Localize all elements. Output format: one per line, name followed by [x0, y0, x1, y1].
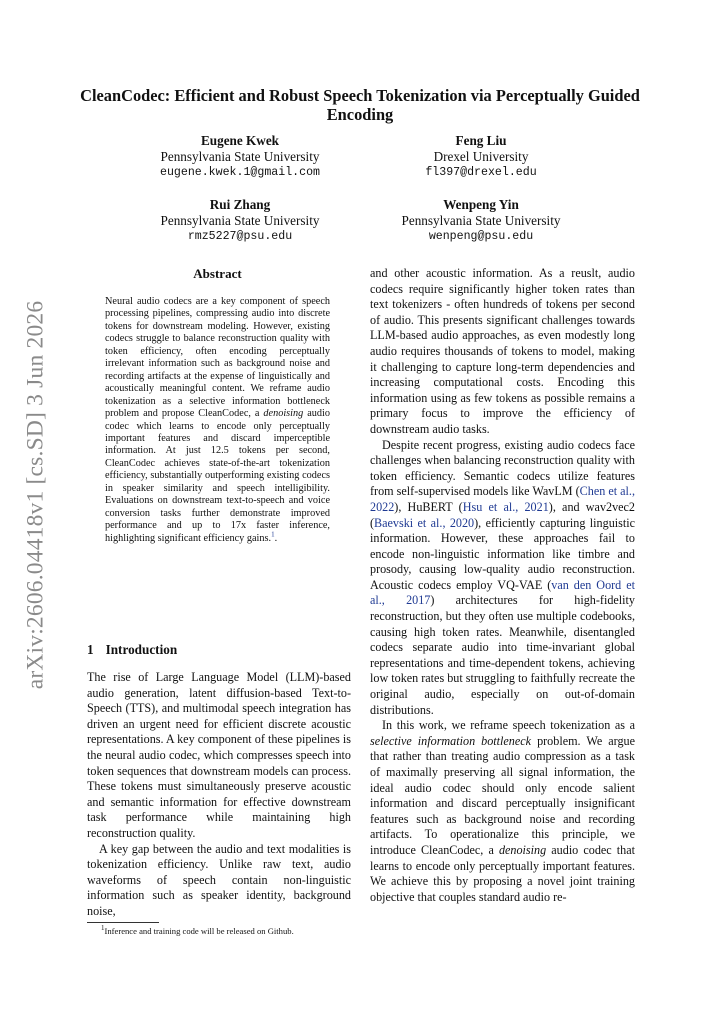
author-name: Rui Zhang	[209, 197, 271, 212]
author-block	[351, 197, 611, 245]
paragraph: Despite recent progress, existing audio codecs face challenges when balancing reconstruction quality with token efficiency. Semantic codecs utilize features from self-supervised models like WavLM (Chen et al., 2022), HuBERT (Hsu et al., 2021), and wav2vec2 (Baevski et al., 2020), efficiently capturing linguistic information. However, these approaches fail to encode non-linguistic information like timbre and prosody, causing low-quality audio reconstruction. Acoustic codecs employ VQ-VAE (van den Oord et al., 2017) architectures for high-fidelity reconstruction, but they often use multiple codebooks, causing high token rates. Meanwhile, disentangled codecs separate audio into time-invariant global representations and time-dependent tokens, achieving low token rates but struggling to faithfully recreate the original audio, especially on out-of-domain distributions.	[370, 437, 636, 717]
footnote: $^1$Inference and training code will be released on Github.	[101, 924, 294, 936]
author-affiliation: Drexel University	[433, 149, 529, 164]
author-name: Wenpeng Yin	[443, 197, 519, 212]
author-affiliation: Pennsylvania State University	[401, 213, 561, 228]
author-email[interactable]: fl397@drexel.edu	[425, 166, 537, 179]
abstract-text: Neural audio codecs are a key component of speech processing pipelines, compressing audio into discrete tokens for downstream modeling. However, existing codecs struggle to balance reconstruction quality with token efficiency, often encoding perceptually irrelevant information such as background noise and recording artifacts at the expense of linguistically and acoustically meaningful content. We reframe audio tokenization as a selective information bottleneck problem and propose CleanCodec, a denoising audio codec which learns to encode only perceptually important features and discard imperceptible information. At just 12.5 tokens per second, CleanCodec achieves state-of-the-art tokenization efficiency, substantially outperforming existing codecs in speaker similarity and speech intelligibility. Evaluations on downstream text-to-speech and voice conversion tasks further demonstrate improved performance and up to 17x faster inference, highlighting significant efficiency gains.$^1$.	[105, 296, 330, 544]
section-heading: 1 Introduction	[87, 642, 178, 657]
arxiv-stamp: arXiv:2606.04418v1 [cs.SD] 3 Jun 2026	[22, 300, 49, 690]
author-email[interactable]: eugene.kwek.1@gmail.com	[159, 166, 321, 179]
citation-link[interactable]: van den Oord et al., 2017	[370, 577, 635, 608]
author-email[interactable]: rmz5227@psu.edu	[187, 230, 293, 243]
author-name: Eugene Kwek	[200, 133, 280, 148]
author-email[interactable]: wenpeng@psu.edu	[428, 230, 534, 243]
citation-link[interactable]: Chen et al., 2022	[370, 484, 635, 514]
left-column-body	[87, 670, 351, 920]
author-block	[110, 133, 370, 181]
paragraph: and other acoustic information. As a reuslt, audio codecs require significantly higher token rates than text tokenizers - often hundreds of tokens per second of audio. This presents significant challenges towards LLM-based audio approaches, as even modestly long audio requires thousands of tokens to model, making it challenging to capture long-term dependencies and increasing computational costs. Encoding this information using as few tokens as possible remains a primary focus to improve the efficiency of downstream audio tasks.	[370, 266, 635, 436]
citation-link[interactable]: Baevski et al., 2020	[374, 515, 475, 530]
paragraph: In this work, we reframe speech tokenization as a selective information bottleneck problem. We argue that rather than treating audio compression as a task of maximally preserving all signal information, the ideal audio codec should only encode salient information and discard perceptually insignificant features such as background noise and recording artifacts. To operationalize this principle, we introduce CleanCodec, a denoising audio codec that learns to encode only perceptually important features. We achieve this by proposing a novel joint training objective that couples standard audio re-	[370, 718, 635, 904]
author-name: Feng Liu	[455, 133, 507, 148]
author-affiliation: Pennsylvania State University	[160, 213, 320, 228]
citation-link[interactable]: Hsu et al., 2021	[462, 499, 549, 514]
footnote-rule	[87, 922, 159, 923]
right-column-body	[370, 266, 635, 905]
paragraph: The rise of Large Language Model (LLM)-based audio generation, latent diffusion-based Text-to-Speech (TTS), and multimodal speech integration has driven an urgent need for efficient discrete acoustic representations. A key component of these pipelines is the neural audio codec, which compresses speech into token sequences that downstream models can process. These tokens must simultaneously preserve acoustic and semantic information for effective downstream task performance while maintaining high reconstruction quality.	[87, 670, 351, 840]
abstract-heading: Abstract	[193, 266, 242, 281]
paragraph: A key gap between the audio and text modalities is tokenization efficiency. Unlike raw text, audio waveforms of speech contain non-linguistic information such as speaker identity, background noise,	[87, 841, 351, 918]
author-block	[110, 197, 370, 245]
footnote-ref[interactable]: 1	[271, 530, 275, 539]
author-affiliation: Pennsylvania State University	[160, 149, 320, 164]
paper-title: CleanCodec: Efficient and Robust Speech Tokenization via Perceptually Guided Encoding	[80, 86, 640, 124]
author-block	[351, 133, 611, 181]
